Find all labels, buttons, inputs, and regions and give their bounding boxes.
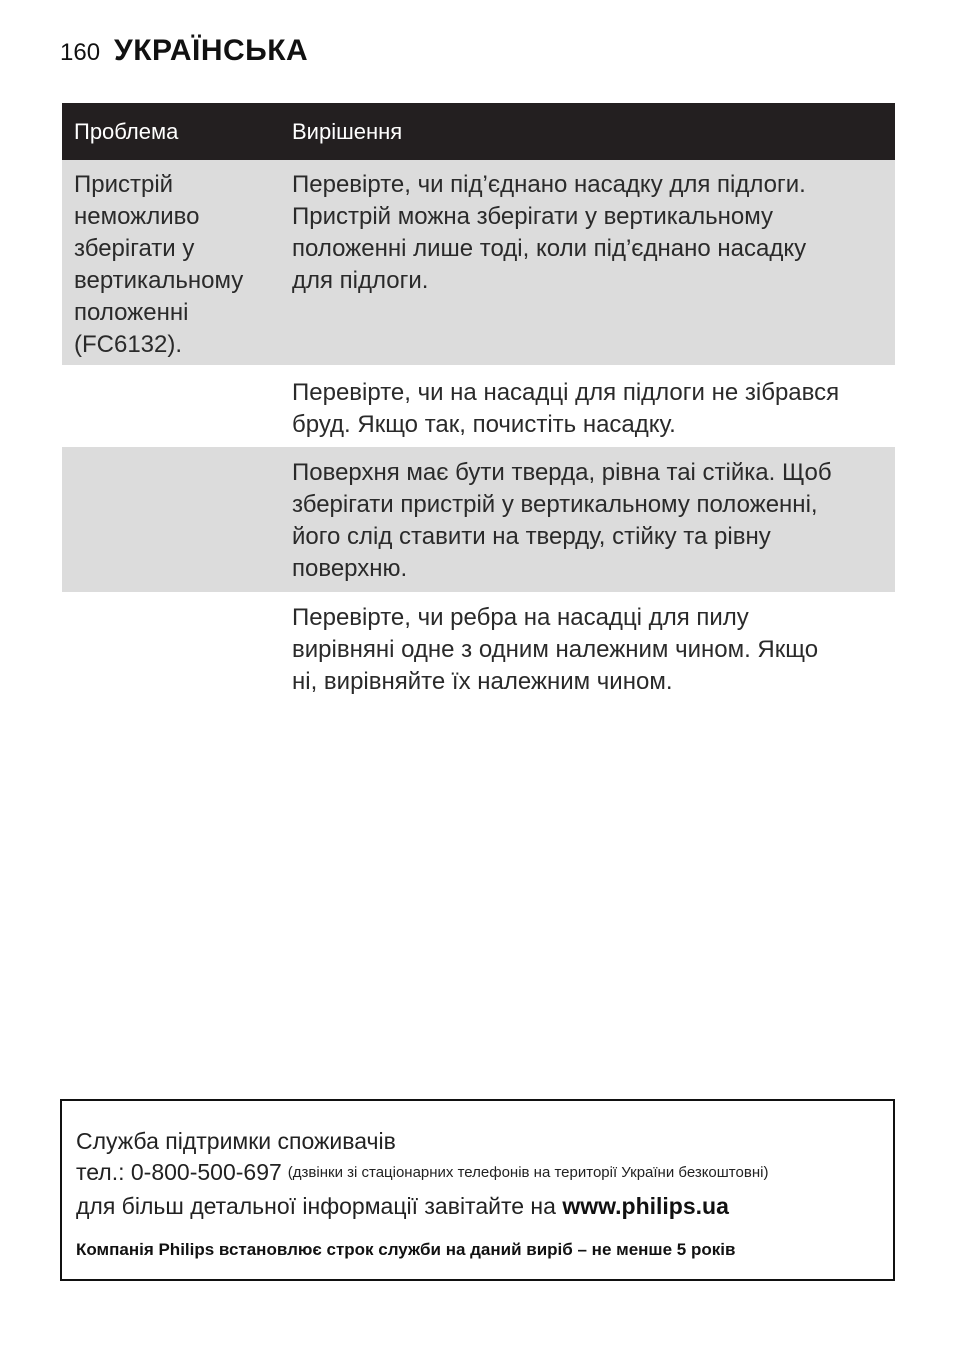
problem-cell: [62, 602, 280, 702]
table-row: [62, 447, 895, 592]
customer-support-box: [60, 1099, 895, 1281]
service-life-note: Компанія Philips встановлює строк служби на даний виріб – не менше 5 років: [76, 1240, 736, 1259]
table-row: [62, 592, 895, 702]
column-header-solution: Вирішення: [292, 118, 403, 144]
solution-cell: Поверхня має бути тверда, рівна таі стійка. Щоб зберігати пристрій у вертикальному положенні, його слід ставити на тверду, стійку та рівну поверхню.: [292, 459, 832, 582]
support-phone-note: (дзвінки зі стаціонарних телефонів на території України безкоштовні): [287, 1164, 769, 1181]
solution-cell: Перевірте, чи на насадці для підлоги не зібрався бруд. Якщо так, почистіть насадку.: [292, 379, 840, 438]
problem-cell: Пристрій неможливо зберігати у вертикальному положенні (FC6132).: [74, 171, 244, 358]
support-phone: тел.: 0-800-500-697: [76, 1159, 282, 1185]
website-text: для більш детальної інформації завітайте на: [76, 1193, 556, 1219]
problem-cell: [62, 377, 280, 447]
website-link[interactable]: www.philips.ua: [562, 1193, 729, 1219]
solution-cell: Перевірте, чи ребра на насадці для пилу вирівняні одне з одним належним чином. Якщо ні, вирівняйте їх належним чином.: [292, 604, 819, 695]
table-header-row: [62, 103, 895, 160]
support-website-line: [76, 1188, 879, 1224]
solution-cell: Перевірте, чи під’єднано насадку для підлоги. Пристрій можна зберігати у вертикальному положенні лише тоді, коли під’єднано насадку для підлоги.: [292, 171, 807, 294]
table-row: [62, 160, 895, 365]
page-header: [60, 34, 308, 68]
page-number: 160: [60, 39, 101, 66]
troubleshooting-table: [62, 103, 895, 702]
problem-cell: [62, 457, 280, 592]
support-phone-line: [76, 1157, 879, 1188]
support-title: Служба підтримки споживачів: [76, 1128, 396, 1154]
section-title: УКРАЇНСЬКА: [114, 34, 309, 67]
table-row: [62, 365, 895, 447]
column-header-problem: Проблема: [74, 118, 179, 144]
